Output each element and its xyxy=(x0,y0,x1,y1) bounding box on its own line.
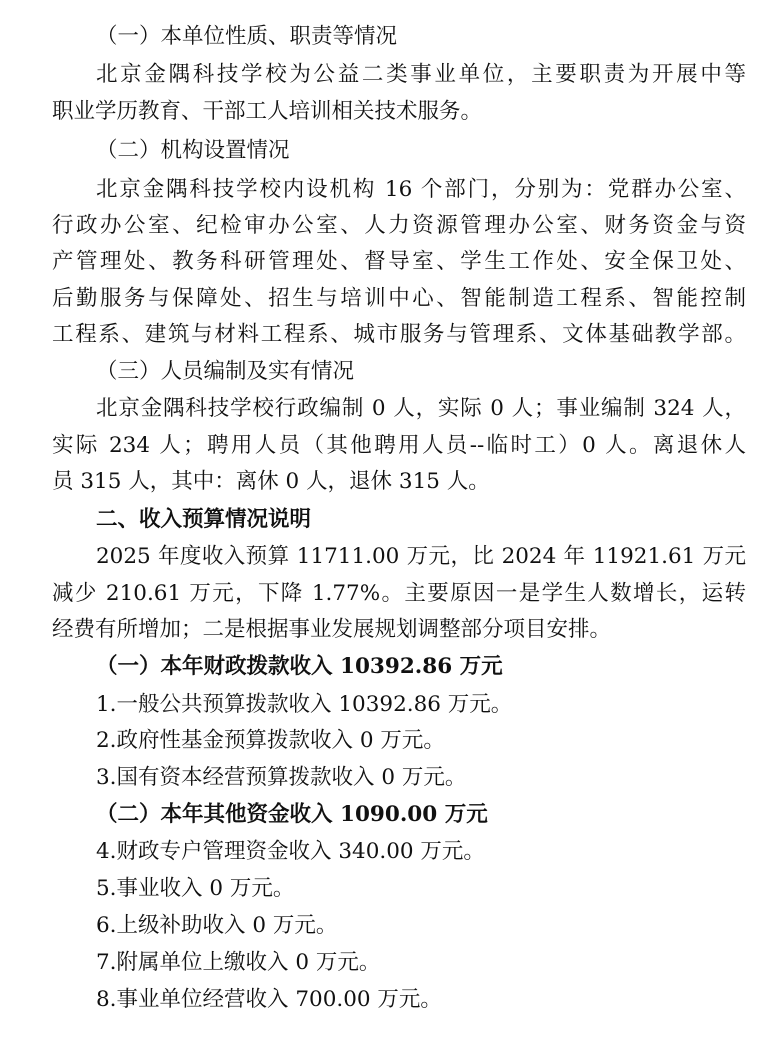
paragraph-line: 实际 234 人；聘用人员（其他聘用人员--临时工）0 人。离退休人 xyxy=(52,433,746,458)
list-item: 6.上级补助收入 0 万元。 xyxy=(96,913,338,938)
paragraph-line: 职业学历教育、干部工人培训相关技术服务。 xyxy=(52,99,483,124)
section-heading-staffing: （三）人员编制及实有情况 xyxy=(96,359,355,384)
paragraph-line: 经费有所增加；二是根据事业发展规划调整部分项目安排。 xyxy=(52,617,612,642)
part-heading-income-budget: 二、收入预算情况说明 xyxy=(96,507,312,532)
section-heading-nature-duties: （一）本单位性质、职责等情况 xyxy=(96,24,398,49)
subsection-heading-other-income: （二）本年其他资金收入 1090.00 万元 xyxy=(96,802,488,827)
list-item: 3.国有资本经营预算拨款收入 0 万元。 xyxy=(96,765,467,790)
list-item: 7.附属单位上缴收入 0 万元。 xyxy=(96,950,381,975)
paragraph-line: 产管理处、教务科研管理处、督导室、学生工作处、安全保卫处、 xyxy=(52,249,746,274)
list-item: 4.财政专户管理资金收入 340.00 万元。 xyxy=(96,839,485,864)
paragraph-line: 北京金隅科技学校为公益二类事业单位，主要职责为开展中等 xyxy=(96,62,746,87)
subsection-heading-fiscal-income: （一）本年财政拨款收入 10392.86 万元 xyxy=(96,654,503,679)
paragraph-line: 行政办公室、纪检审办公室、人力资源管理办公室、财务资金与资 xyxy=(52,213,746,238)
section-heading-organization: （二）机构设置情况 xyxy=(96,138,290,163)
paragraph-line: 北京金隅科技学校内设机构 16 个部门，分别为：党群办公室、 xyxy=(96,177,746,202)
paragraph-line: 2025 年度收入预算 11711.00 万元，比 2024 年 11921.61 万元 xyxy=(96,544,746,569)
list-item: 8.事业单位经营收入 700.00 万元。 xyxy=(96,987,442,1012)
paragraph-line: 后勤服务与保障处、招生与培训中心、智能制造工程系、智能控制 xyxy=(52,286,746,311)
paragraph-line: 员 315 人，其中：离休 0 人，退休 315 人。 xyxy=(52,469,490,494)
paragraph-line: 北京金隅科技学校行政编制 0 人，实际 0 人；事业编制 324 人， xyxy=(96,396,746,421)
list-item: 2.政府性基金预算拨款收入 0 万元。 xyxy=(96,728,445,753)
paragraph-line: 工程系、建筑与材料工程系、城市服务与管理系、文体基础教学部。 xyxy=(52,322,746,347)
list-item: 1.一般公共预算拨款收入 10392.86 万元。 xyxy=(96,692,513,717)
paragraph-line: 减少 210.61 万元，下降 1.77%。主要原因一是学生人数增长，运转 xyxy=(52,581,746,606)
list-item: 5.事业收入 0 万元。 xyxy=(96,876,295,901)
